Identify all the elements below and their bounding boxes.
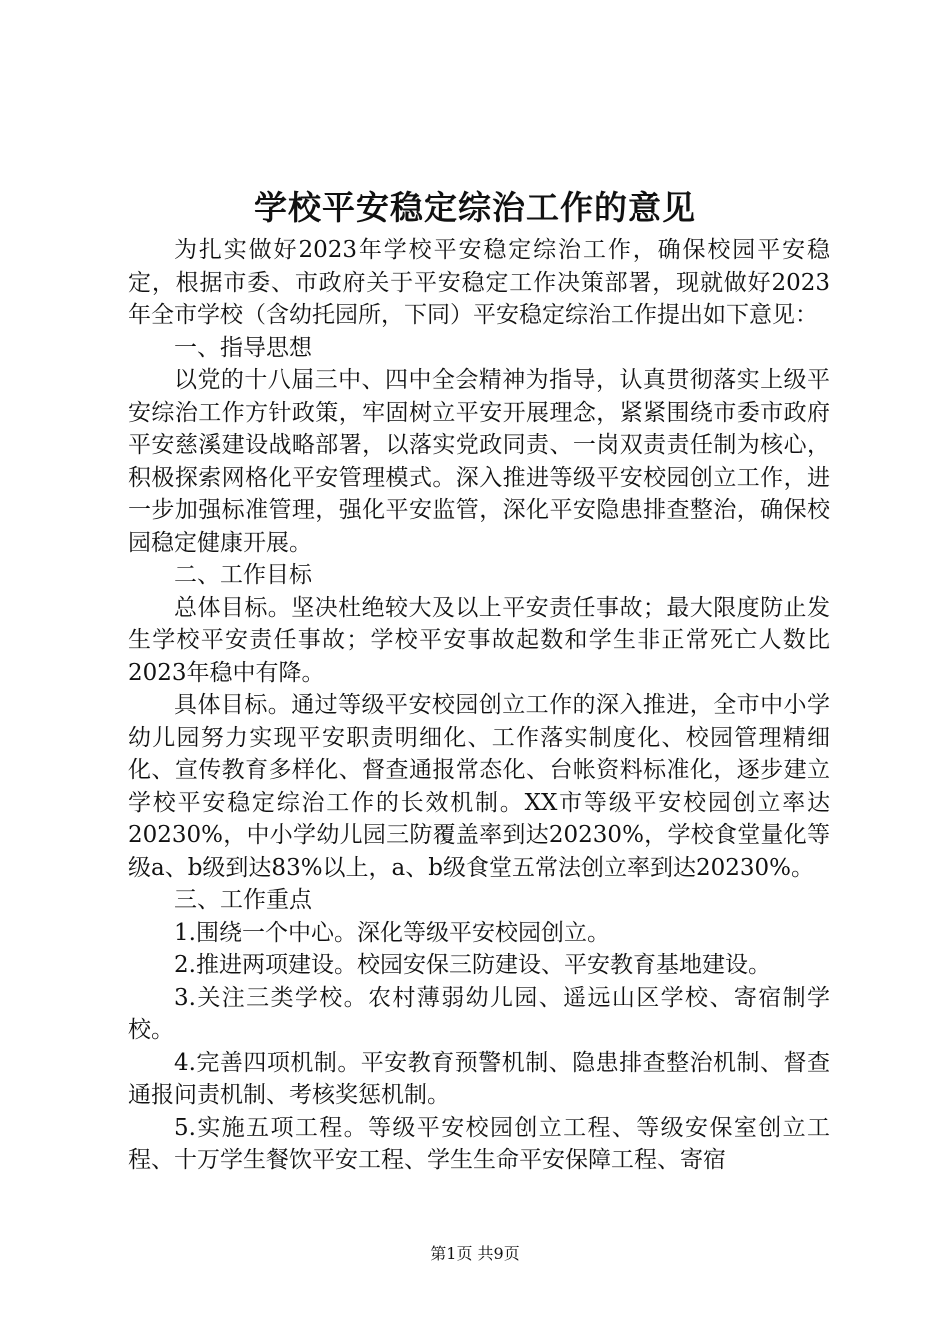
overall-goal-paragraph: 总体目标。坚决杜绝较大及以上平安责任事故；最大限度防止发生学校平安责任事故；学校平安事故起数和学生非正常死亡人数比2023年稳中有降。 xyxy=(128,594,830,686)
focus-item-5: 5.实施五项工程。等级平安校园创立工程、等级安保室创立工程、十万学生餐饮平安工程、学生生命平安保障工程、寄宿 xyxy=(128,1114,830,1173)
page-number: 第1页 共9页 xyxy=(430,1244,520,1263)
section-heading-1: 一、指导思想 xyxy=(174,334,312,361)
focus-item-1: 1.围绕一个中心。深化等级平安校园创立。 xyxy=(174,919,610,946)
intro-paragraph: 为扎实做好2023年学校平安稳定综治工作，确保校园平安稳定，根据市委、市政府关于平安稳定工作决策部署，现就做好2023年全市学校（含幼托园所，下同）平安稳定综治工作提出如下意见： xyxy=(128,237,830,328)
guiding-thought-paragraph: 以党的十八届三中、四中全会精神为指导，认真贯彻落实上级平安综治工作方针政策，牢固树立平安开展理念，紧紧围绕市委市政府平安慈溪建设战略部署，以落实党政同责、一岗双责责任制为核心，积极探索网格化平安管理模式。深入推进等级平安校园创立工作，进一步加强标准管理，强化平安监管，深化平安隐患排查整治，确保校园稳定健康开展。 xyxy=(128,367,830,556)
focus-item-3: 3.关注三类学校。农村薄弱幼儿园、遥远山区学校、寄宿制学校。 xyxy=(128,984,830,1043)
document-title: 学校平安稳定综治工作的意见 xyxy=(254,188,696,227)
specific-goal-paragraph: 具体目标。通过等级平安校园创立工作的深入推进，全市中小学幼儿园努力实现平安职责明细化、工作落实制度化、校园管理精细化、宣传教育多样化、督查通报常态化、台帐资料标准化，逐步建立学校平安稳定综治工作的长效机制。XX市等级平安校园创立率达20230%，中小学幼儿园三防覆盖率到达20230%，学校食堂量化等级a、b级到达83%以上，a、b级食堂五常法创立率到达20230%。 xyxy=(128,692,830,881)
section-heading-3: 三、工作重点 xyxy=(174,887,312,913)
focus-item-2: 2.推进两项建设。校园安保三防建设、平安教育基地建设。 xyxy=(174,952,771,978)
section-heading-2: 二、工作目标 xyxy=(174,562,312,588)
focus-item-4: 4.完善四项机制。平安教育预警机制、隐患排查整治机制、督查通报问责机制、考核奖惩机制。 xyxy=(128,1049,830,1108)
document-body xyxy=(128,234,830,1177)
